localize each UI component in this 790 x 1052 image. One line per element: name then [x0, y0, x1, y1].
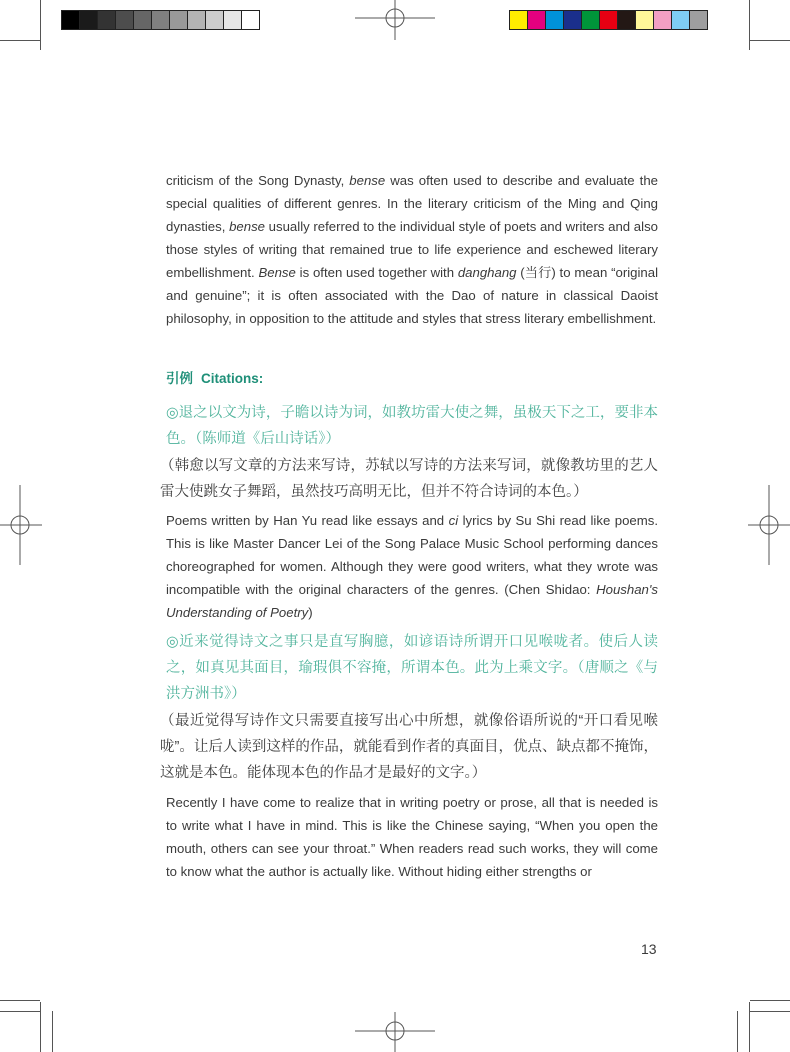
- crop-mark: [40, 0, 41, 50]
- color-swatch: [509, 10, 528, 30]
- citation-2-chinese: ◎近来觉得诗文之事只是直写胸臆，如谚语诗所谓开口见喉咙者。使后人读之，如真见其面目，瑜瑕俱不容掩，所谓本色。此为上乘文字。（唐顺之《与洪方洲书》）: [166, 634, 658, 702]
- citation-2-english: Recently I have come to realize that in writing poetry or prose, all that is needed is to write what I have in mind. This is like the Chinese saying, “When you open the mouth, others can see your throat.” When readers read such works, they will come to know what the author is actually like. Without hiding either strengths or: [166, 795, 658, 879]
- crop-mark: [0, 1011, 40, 1012]
- color-swatch: [61, 10, 80, 30]
- crop-mark: [750, 1000, 790, 1001]
- color-swatch: [599, 10, 618, 30]
- color-swatch: [635, 10, 654, 30]
- crop-mark: [749, 0, 750, 50]
- crop-mark: [750, 40, 790, 41]
- crop-mark: [737, 1011, 738, 1052]
- color-swatch: [671, 10, 690, 30]
- color-swatch: [653, 10, 672, 30]
- color-swatch: [205, 10, 224, 30]
- registration-mark-top: [355, 0, 435, 40]
- color-swatch: [187, 10, 206, 30]
- citation-1-modern-chinese: （韩愈以写文章的方法来写诗，苏轼以写诗的方法来写词，就像教坊里的艺人雷大使跳女子舞蹈，虽然技巧高明无比，但并不符合诗词的本色。）: [160, 458, 658, 500]
- color-swatch: [563, 10, 582, 30]
- color-swatch: [581, 10, 600, 30]
- crop-mark: [0, 1000, 40, 1001]
- color-swatch: [97, 10, 116, 30]
- crop-mark: [40, 1002, 41, 1052]
- body-paragraph: criticism of the Song Dynasty, bense was often used to describe and evaluate the special qualities of different genres. In the literary criticism of the Ming and Qing dynasties, bense usually referred to the individual style of poets and writers and also those styles of writing that remained true to life experience and eschewed literary embellishment. Bense is often used together with danghang (当行) to mean “original and genuine”; it is often associated with the Dao of nature in classical Daoist philosophy, in opposition to the attitude and styles that stress literary embellishment.: [166, 173, 658, 326]
- color-swatch: [617, 10, 636, 30]
- citation-1-english: Poems written by Han Yu read like essays and ci lyrics by Su Shi read like poems. This is like Master Dancer Lei of the Song Palace Music School performing dances choreographed for women. Although they were good writers, what they wrote was incompatible with the original characters of the genres. (Chen Shidao: Houshan's Understanding of Poetry): [166, 513, 658, 620]
- color-swatch: [133, 10, 152, 30]
- crop-mark: [0, 40, 40, 41]
- citations-heading: 引例 Citations:: [166, 371, 264, 387]
- color-swatch: [545, 10, 564, 30]
- page-number: 13: [641, 941, 657, 957]
- color-swatch: [527, 10, 546, 30]
- color-swatch: [241, 10, 260, 30]
- citation-2-modern-chinese: （最近觉得写诗作文只需要直接写出心中所想，就像俗语所说的“开口看见喉咙”。让后人读到这样的作品，就能看到作者的真面目，优点、缺点都不掩饰，这就是本色。能体现本色的作品才是最好的文字。）: [160, 713, 658, 781]
- registration-mark-bottom: [355, 1012, 435, 1052]
- crop-mark: [52, 1011, 53, 1052]
- crop-mark: [749, 1002, 750, 1052]
- color-swatch: [151, 10, 170, 30]
- citation-1-chinese: ◎退之以文为诗，子瞻以诗为词，如教坊雷大使之舞，虽极天下之工，要非本色。（陈师道《后山诗话》）: [166, 405, 658, 447]
- registration-mark-left: [0, 485, 42, 565]
- color-swatch: [223, 10, 242, 30]
- color-swatch: [115, 10, 134, 30]
- color-swatch: [689, 10, 708, 30]
- registration-mark-right: [748, 485, 790, 565]
- color-swatch: [169, 10, 188, 30]
- color-swatch-strip: [510, 10, 708, 30]
- grayscale-swatch-strip: [62, 10, 260, 30]
- color-swatch: [79, 10, 98, 30]
- crop-mark: [750, 1011, 790, 1012]
